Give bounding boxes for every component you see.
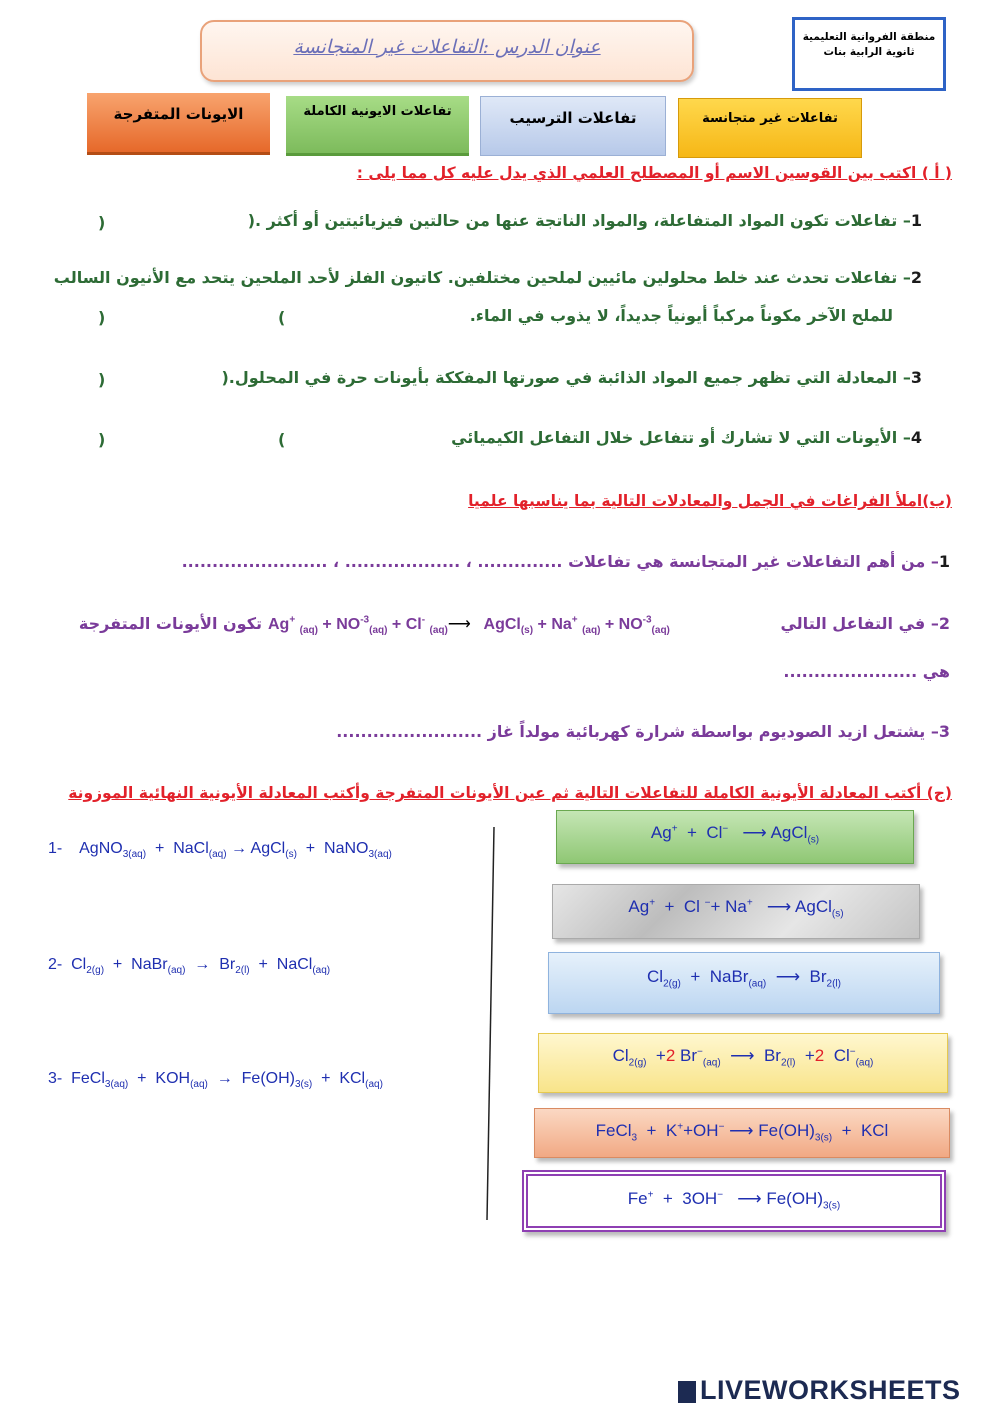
tag-label: تفاعلات غير متجانسة <box>702 111 838 126</box>
blank-b3[interactable]: ........................ <box>336 722 483 741</box>
lesson-title: عنوان الدرس :التفاعلات غير المتجانسة <box>293 36 601 58</box>
divider-line <box>480 825 500 1225</box>
question-b2-prefix: 2– في التفاعل التالي <box>780 614 950 633</box>
answer-box-4[interactable]: $Cl_{2(g)} +2$ $Br^-_{(aq)}$ ⟶ $Br_{2(l)} +2$ $Cl^-_{(aq)}$ <box>538 1033 948 1093</box>
answer-box-5[interactable]: FeCl$_3$ + K++OH− ⟶ $Fe(OH)_{3(s)}$ + KCl <box>534 1108 950 1158</box>
equation-2: 2- $Cl_{2(g)}$ + NaBr$_{(aq)}$ → $Br_{2(l)}$ + NaCl$_{(aq)}$ <box>48 956 331 977</box>
tag-label: الايونات المتفرجة <box>113 105 244 123</box>
question-b2-line2: هي ...................... <box>783 662 950 681</box>
lesson-title-box <box>200 20 694 82</box>
school-box <box>792 17 946 91</box>
tag-label: تفاعلات الترسيب <box>509 109 637 127</box>
school-name: ثانوية الرابية بنات <box>823 46 915 58</box>
tag-complete-ionic[interactable] <box>286 96 469 156</box>
blank-b2[interactable]: ...................... <box>783 662 918 681</box>
equation-3: 3- FeCl$_{3(aq)}$ + $KOH_{(aq)} \to Fe(OH)_{3(s)} + KCl_{(aq)}$ <box>48 1070 383 1091</box>
answer-box-1[interactable]: Ag+ + Cl− ⟶ AgCl$_{(s)}$ <box>556 810 914 864</box>
school-district: منطقة الفروانية التعليمية <box>802 31 936 43</box>
question-a3: 3– المعادلة التي تظهر جميع المواد الذائبة في صورتها المفككة بأيونات حرة في المحلول.( <box>221 368 922 387</box>
section-a-heading: ( أ ) اكتب بين القوسين الاسم أو المصطلح العلمي الذي يدل عليه كل مما يلى : <box>356 164 952 182</box>
answer-box-3[interactable]: $Cl_{2(g)}$ + NaBr$_{(aq)}$ ⟶ $Br_{2(l)}$ <box>548 952 940 1014</box>
answer-a1-close[interactable]: ) <box>98 213 106 232</box>
tag-spectator-ions[interactable] <box>87 93 270 155</box>
question-a1: 1– تفاعلات تكون المواد المتفاعلة، والمواد الناتجة عنها من حالتين فيزيائيتين أو أكثر .( <box>247 211 922 230</box>
blank-b1-2[interactable]: ................... <box>344 552 461 571</box>
answer-a2-close[interactable]: ) <box>98 308 106 327</box>
answer-box-2[interactable]: Ag+ + Cl −+ Na+ ⟶ AgCl$_{(s)}$ <box>552 884 920 939</box>
tag-precipitation[interactable] <box>480 96 666 156</box>
answer-a3-close[interactable]: ) <box>98 370 106 389</box>
question-b1: 1– من أهم التفاعلات غير المتجانسة هي تفاعلات .............. ، ................... ، ........................ <box>181 552 950 571</box>
equation-1: 1- AgNO$_{3(aq)}$ + NaCl$_{(aq)}$ → AgCl$_{(s)}$ + NaNO$_{3(aq)}$ <box>48 840 392 861</box>
answer-a4-close[interactable]: ) <box>98 430 106 449</box>
blank-b1-1[interactable]: .............. <box>477 552 563 571</box>
question-a2-line1: 2– تفاعلات تحدث عند خلط محلولين مائيين لملحين مختلفين. كاتيون الفلز لأحد الملحين يتحد مع الأنيون السالب <box>53 268 922 287</box>
answer-a2-open[interactable]: ( <box>278 308 286 327</box>
answer-box-6[interactable]: Fe+ + 3OH− ⟶ $Fe(OH)_{3(s)}$ <box>522 1170 946 1232</box>
blank-b1-3[interactable]: ........................ <box>181 552 328 571</box>
section-c-heading: (ج) أكتب المعادلة الأيونية الكاملة للتفاعلات التالية ثم عين الأيونات المتفرجة وأكتب المعادلة الأيونية النهائية الموزونة <box>68 784 952 802</box>
answer-a4-open[interactable]: ( <box>278 430 286 449</box>
question-a2-line2: للملح الآخر مكوناً مركباً أيونياً جديداً، لا يذوب في الماء. <box>469 306 893 325</box>
tag-heterogeneous[interactable] <box>678 98 862 158</box>
tag-label: تفاعلات الايونية الكاملة <box>303 104 452 119</box>
question-b2-suffix: تكون الأيونات المتفرجة <box>78 614 262 633</box>
liveworksheets-logo: LIVEWORKSHEETS <box>700 1375 961 1406</box>
section-b-heading: (ب)املأ الفراغات في الجمل والمعادلات التالية بما يناسبها علميا <box>468 492 952 510</box>
reaction-equation: Ag+ $_{(aq)} + NO^{-3}_{(aq)} + Cl^-$ $_{(aq)}$⟶ AgCl$_{(s)}$ + Na+ $_{(aq)} + NO^{-3}_{(aq)}$ <box>268 614 670 637</box>
question-a4: 4– الأيونات التي لا تشارك أو تتفاعل خلال التفاعل الكيميائي <box>451 428 922 447</box>
question-b3: 3– يشتعل ازيد الصوديوم بواسطة شرارة كهربائية مولداً غاز ........................ <box>336 722 950 741</box>
logo-mark-icon <box>678 1381 696 1403</box>
